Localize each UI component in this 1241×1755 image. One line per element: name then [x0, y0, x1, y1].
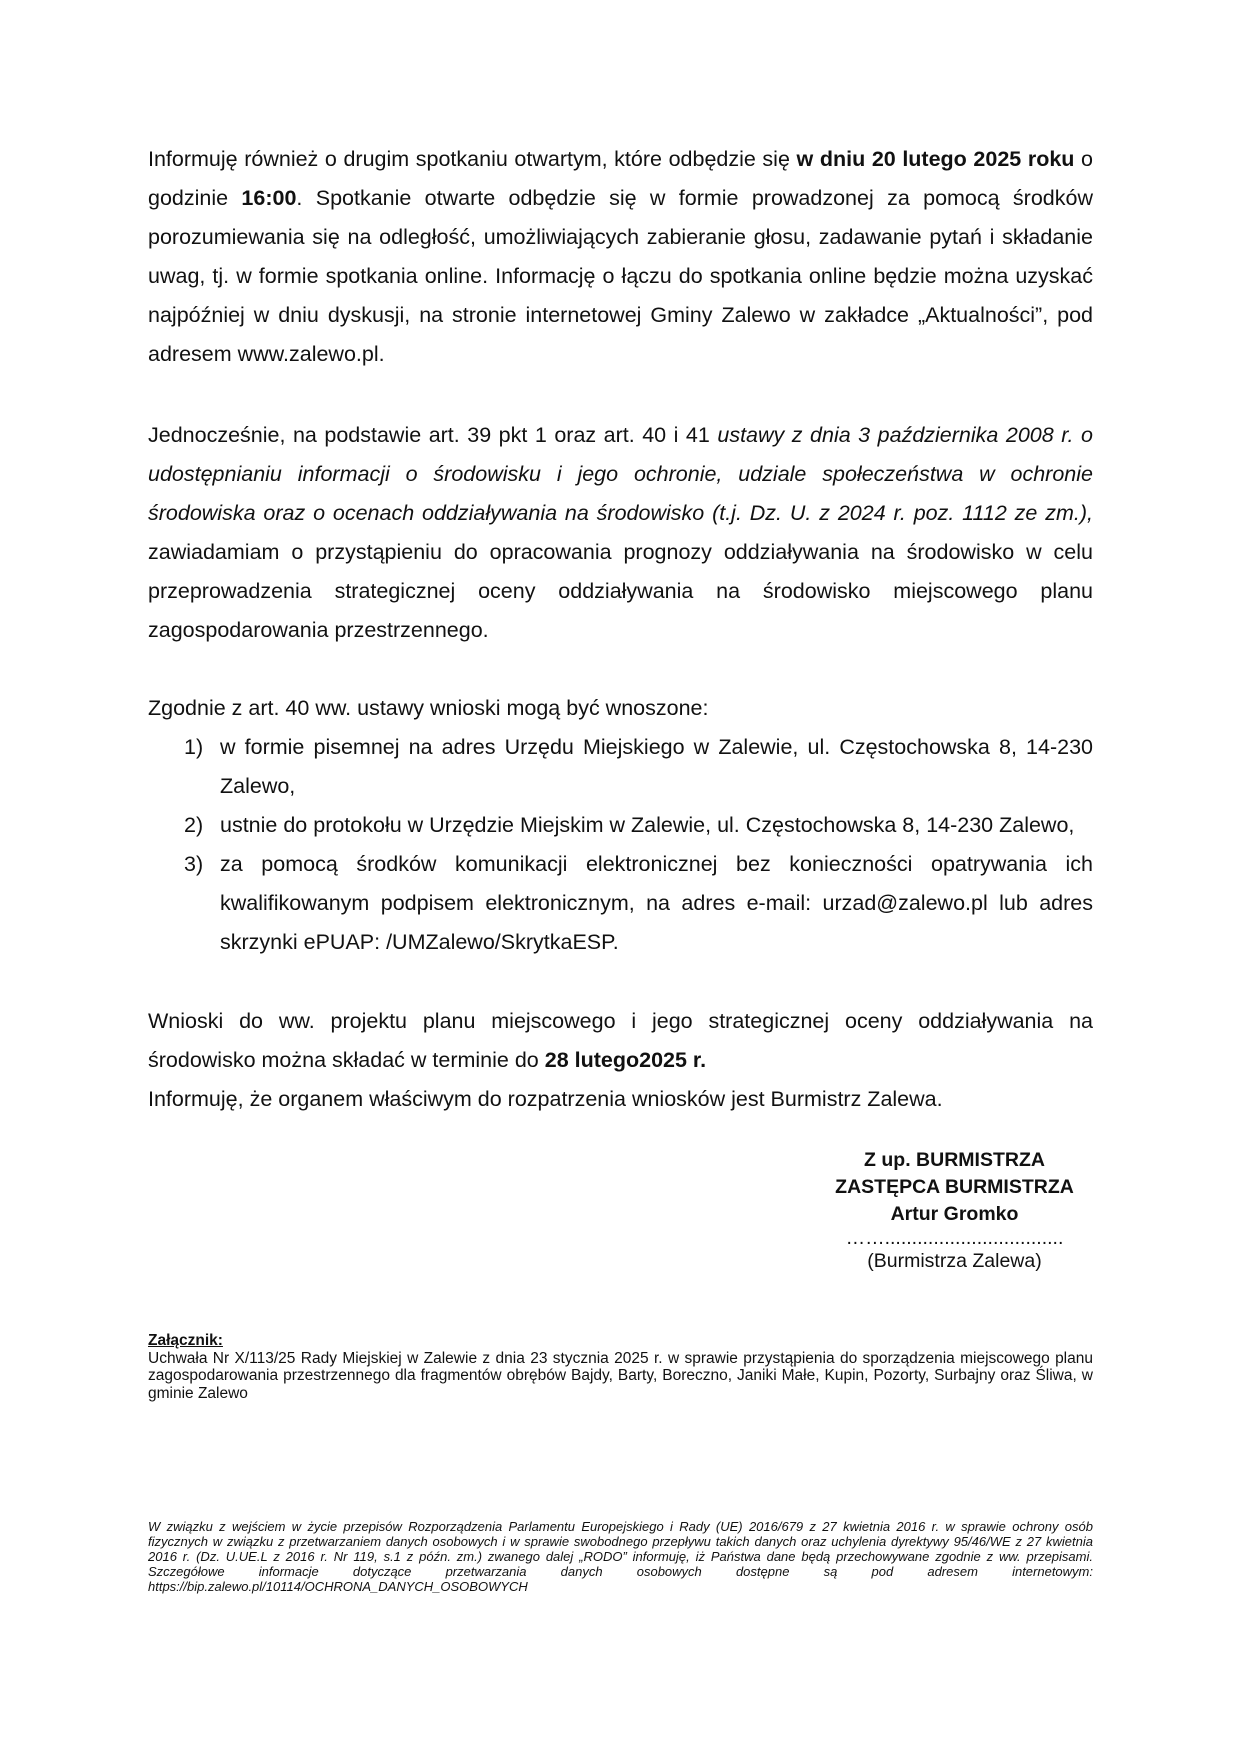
- paragraph-deadline: [148, 1002, 1093, 1080]
- list-text: w formie pisemnej na adres Urzędu Miejskiego w Zalewie, ul. Częstochowska 8, 14-230 Zalewo,: [220, 735, 1093, 798]
- paragraph-submission-intro: Zgodnie z art. 40 ww. ustawy wnioski mogą być wnoszone:: [148, 696, 709, 720]
- paragraph-authority: Informuję, że organem właściwym do rozpatrzenia wniosków jest Burmistrz Zalewa.: [148, 1087, 943, 1111]
- paragraph-second-meeting: [148, 140, 1093, 374]
- meeting-date: w dniu 20 lutego 2025 roku: [796, 147, 1075, 171]
- list-item: [148, 728, 1093, 806]
- list-number: 3): [184, 852, 204, 876]
- text: Wnioski do ww. projektu planu miejscowego i jego strategicznej oceny oddziaływania na środowisko można składać w terminie do: [148, 1009, 1093, 1072]
- gdpr-notice: W związku z wejściem w życie przepisów Rozporządzenia Parlamentu Europejskiego i Rady (UE) 2016/679 z 27 kwietnia 2016 r. w sprawie ochrony osób fizycznych w związku z przetwarzaniem danych osobowych i w sprawie swobodnego przepływu takich danych oraz uchylenia dyrektywy 95/46/WE z 27 kwietnia 2016 r. (Dz. U.UE.L z 2016 r. Nr 119, s.1 z późn. zm.) zwanego dalej „RODO” informuję, iż Państwa dane będą przechowywane zgodnie z ww. przepisami. Szczegółowe informacje dotyczące przetwarzania danych osobowych dostępne są pod adresem internetowym: https://bip.zalewo.pl/10114/OCHRONA_DANYCH_OSOBOWYCH: [148, 1519, 1093, 1594]
- list-item: [148, 845, 1093, 962]
- text: o godzinie: [148, 147, 1093, 210]
- meeting-time: 16:00: [241, 186, 297, 210]
- list-number: 1): [184, 735, 204, 759]
- signature-block: [816, 1147, 1093, 1275]
- signature-role: (Burmistrza Zalewa): [867, 1250, 1042, 1272]
- list-text: za pomocą środków komunikacji elektronicznej bez konieczności opatrywania ich kwalifikowanym podpisem elektronicznym, na adres e-mail: urzad@zalewo.pl lub adres skrzynki ePUAP: /UMZalewo/SkrytkaESP.: [220, 852, 1093, 954]
- paragraph-legal-basis: [148, 416, 1093, 650]
- text: Jednocześnie, na podstawie art. 39 pkt 1 oraz art. 40 i 41: [148, 423, 718, 447]
- text: zawiadamiam o przystąpieniu do opracowania prognozy oddziaływania na środowisko w celu przeprowadzenia strategicznej oceny oddziaływania na środowisko miejscowego planu zagospodarowania przestrzennego.: [148, 540, 1093, 642]
- act-citation: ustawy z dnia 3 października 2008 r. o udostępnianiu informacji o środowisku i jego ochronie, udziale społeczeństwa w ochronie środowiska oraz o ocenach oddziaływania na środowisko (t.j. Dz. U. z 2024 r. poz. 1112 ze zm.),: [148, 423, 1093, 525]
- signature-name: Artur Gromko: [890, 1203, 1019, 1225]
- attachment-title: Załącznik:: [148, 1332, 223, 1349]
- attachment-section: [148, 1332, 1093, 1402]
- submission-methods-list: [148, 728, 1093, 962]
- attachment-body: Uchwała Nr X/113/25 Rady Miejskiej w Zalewie z dnia 23 stycznia 2025 r. w sprawie przystąpienia do sporządzenia miejscowego planu zagospodarowania przestrzennego dla fragmentów obrębów Bajdy, Barty, Boreczno, Janiki Małe, Kupin, Pozorty, Surbajny oraz Śliwa, w gminie Zalewo: [148, 1349, 1093, 1402]
- deadline-date: 28 lutego2025 r.: [544, 1048, 707, 1072]
- list-number: 2): [184, 813, 204, 837]
- list-text: ustnie do protokołu w Urzędzie Miejskim w Zalewie, ul. Częstochowska 8, 14-230 Zalewo,: [220, 813, 1075, 837]
- signature-line-authorization: Z up. BURMISTRZA: [864, 1149, 1045, 1171]
- signature-dotted-line: …….................................: [845, 1227, 1064, 1249]
- text: . Spotkanie otwarte odbędzie się w formie prowadzonej za pomocą środków porozumiewania się na odległość, umożliwiających zabieranie głosu, zadawanie pytań i składanie uwag, tj. w formie spotkania online. Informację o łączu do spotkania online będzie można uzyskać najpóźniej w dniu dyskusji, na stronie internetowej Gminy Zalewo w zakładce „Aktualności”, pod adresem www.zalewo.pl.: [148, 186, 1093, 366]
- signature-line-title: ZASTĘPCA BURMISTRZA: [835, 1176, 1074, 1198]
- text: Informuję również o drugim spotkaniu otwartym, które odbędzie się: [148, 147, 797, 171]
- document-page: [148, 0, 1093, 1755]
- list-item: [148, 806, 1093, 845]
